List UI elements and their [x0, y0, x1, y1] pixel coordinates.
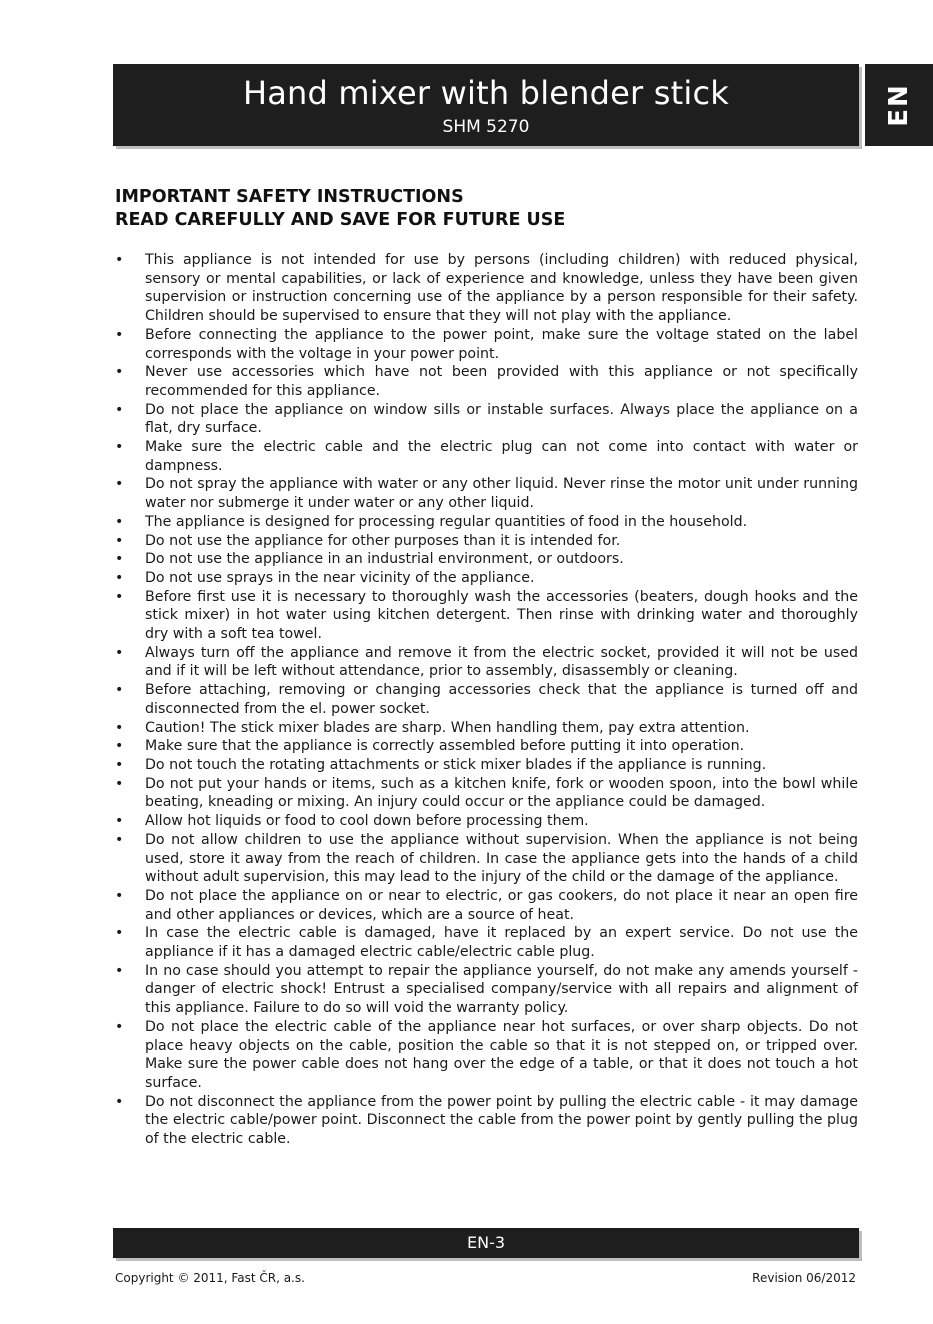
list-item: • The appliance is designed for processing regular quantities of food in the household.: [115, 513, 858, 532]
instructions-list: [115, 251, 858, 1149]
list-item: • Do not place the appliance on window sills or instable surfaces. Always place the appliance on a flat, dry surface.: [115, 401, 858, 438]
list-item: • This appliance is not intended for use by persons (including children) with reduced physical, sensory or mental capabilities, or lack of experience and knowledge, unless they have been given supervision or instruction concerning use of the appliance by a person responsible for their safety. Children should be supervised to ensure that they will not play with the appliance.: [115, 251, 858, 326]
list-item: • Caution! The stick mixer blades are sharp. When handling them, pay extra attention.: [115, 719, 858, 738]
list-item: • Do not put your hands or items, such as a kitchen knife, fork or wooden spoon, into the bowl while beating, kneading or mixing. An injury could occur or the appliance could be damaged.: [115, 775, 858, 812]
heading-line-1: IMPORTANT SAFETY INSTRUCTIONS: [115, 187, 464, 207]
section-heading: [115, 186, 859, 232]
list-item: • Before attaching, removing or changing accessories check that the appliance is turned off and disconnected from the el. power socket.: [115, 681, 858, 718]
instructions-section: [115, 251, 858, 1149]
list-item: • Do not disconnect the appliance from the power point by pulling the electric cable - it may damage the electric cable/power point. Disconnect the cable from the power point by gently pulling the plug of the electric cable.: [115, 1093, 858, 1149]
language-label: EN: [884, 83, 914, 127]
list-item: • Do not use the appliance for other purposes than it is intended for.: [115, 532, 858, 551]
heading-line-2: READ CAREFULLY AND SAVE FOR FUTURE USE: [115, 210, 566, 230]
document-title: Hand mixer with blender stick: [242, 74, 730, 112]
list-item: • Allow hot liquids or food to cool down before processing them.: [115, 812, 858, 831]
document-header: [113, 64, 859, 146]
list-item: • In case the electric cable is damaged, have it replaced by an expert service. Do not use the appliance if it has a damaged electric cable/electric cable plug.: [115, 924, 858, 961]
list-item: • Do not use sprays in the near vicinity of the appliance.: [115, 569, 858, 588]
copyright-text: Copyright © 2011, Fast ČR, a.s.: [115, 1271, 305, 1285]
list-item: • Do not spray the appliance with water or any other liquid. Never rinse the motor unit under running water nor submerge it under water or any other liquid.: [115, 475, 858, 512]
list-item: • Do not touch the rotating attachments or stick mixer blades if the appliance is running.: [115, 756, 858, 775]
list-item: • Do not allow children to use the appliance without supervision. When the appliance is not being used, store it away from the reach of children. In case the appliance gets into the hands of a child without adult supervision, this may lead to the injury of the child or the damage of the appliance.: [115, 831, 858, 887]
list-item: • Make sure that the appliance is correctly assembled before putting it into operation.: [115, 737, 858, 756]
list-item: • Do not use the appliance in an industrial environment, or outdoors.: [115, 550, 858, 569]
list-item: • Never use accessories which have not been provided with this appliance or not specifically recommended for this appliance.: [115, 363, 858, 400]
list-item: • Always turn off the appliance and remove it from the electric socket, provided it will not be used and if it will be left without attendance, prior to assembly, disassembly or cleaning.: [115, 644, 858, 681]
list-item: • Do not place the electric cable of the appliance near hot surfaces, or over sharp objects. Do not place heavy objects on the cable, position the cable so that it is not stepped on, or tripped over. Make sure the power cable does not hang over the edge of a table, or that it does not touch a hot surface.: [115, 1018, 858, 1093]
page-number: EN-3: [466, 1233, 506, 1252]
revision-text: Revision 06/2012: [752, 1271, 856, 1285]
list-item: • Before connecting the appliance to the power point, make sure the voltage stated on the label corresponds with the voltage in your power point.: [115, 326, 858, 363]
list-item: • Before first use it is necessary to thoroughly wash the accessories (beaters, dough hooks and the stick mixer) in hot water using kitchen detergent. Then rinse with drinking water and thoroughly dry with a soft tea towel.: [115, 588, 858, 644]
model-number: SHM 5270: [442, 117, 530, 137]
language-tab: [865, 64, 933, 146]
list-item: • Make sure the electric cable and the electric plug can not come into contact with water or dampness.: [115, 438, 858, 475]
list-item: • Do not place the appliance on or near to electric, or gas cookers, do not place it near an open fire and other appliances or devices, which are a source of heat.: [115, 887, 858, 924]
footer-bar: [113, 1228, 859, 1258]
list-item: • In no case should you attempt to repair the appliance yourself, do not make any amends yourself - danger of electric shock! Entrust a specialised company/service with all repairs and alignment of this appliance. Failure to do so will void the warranty policy.: [115, 962, 858, 1018]
